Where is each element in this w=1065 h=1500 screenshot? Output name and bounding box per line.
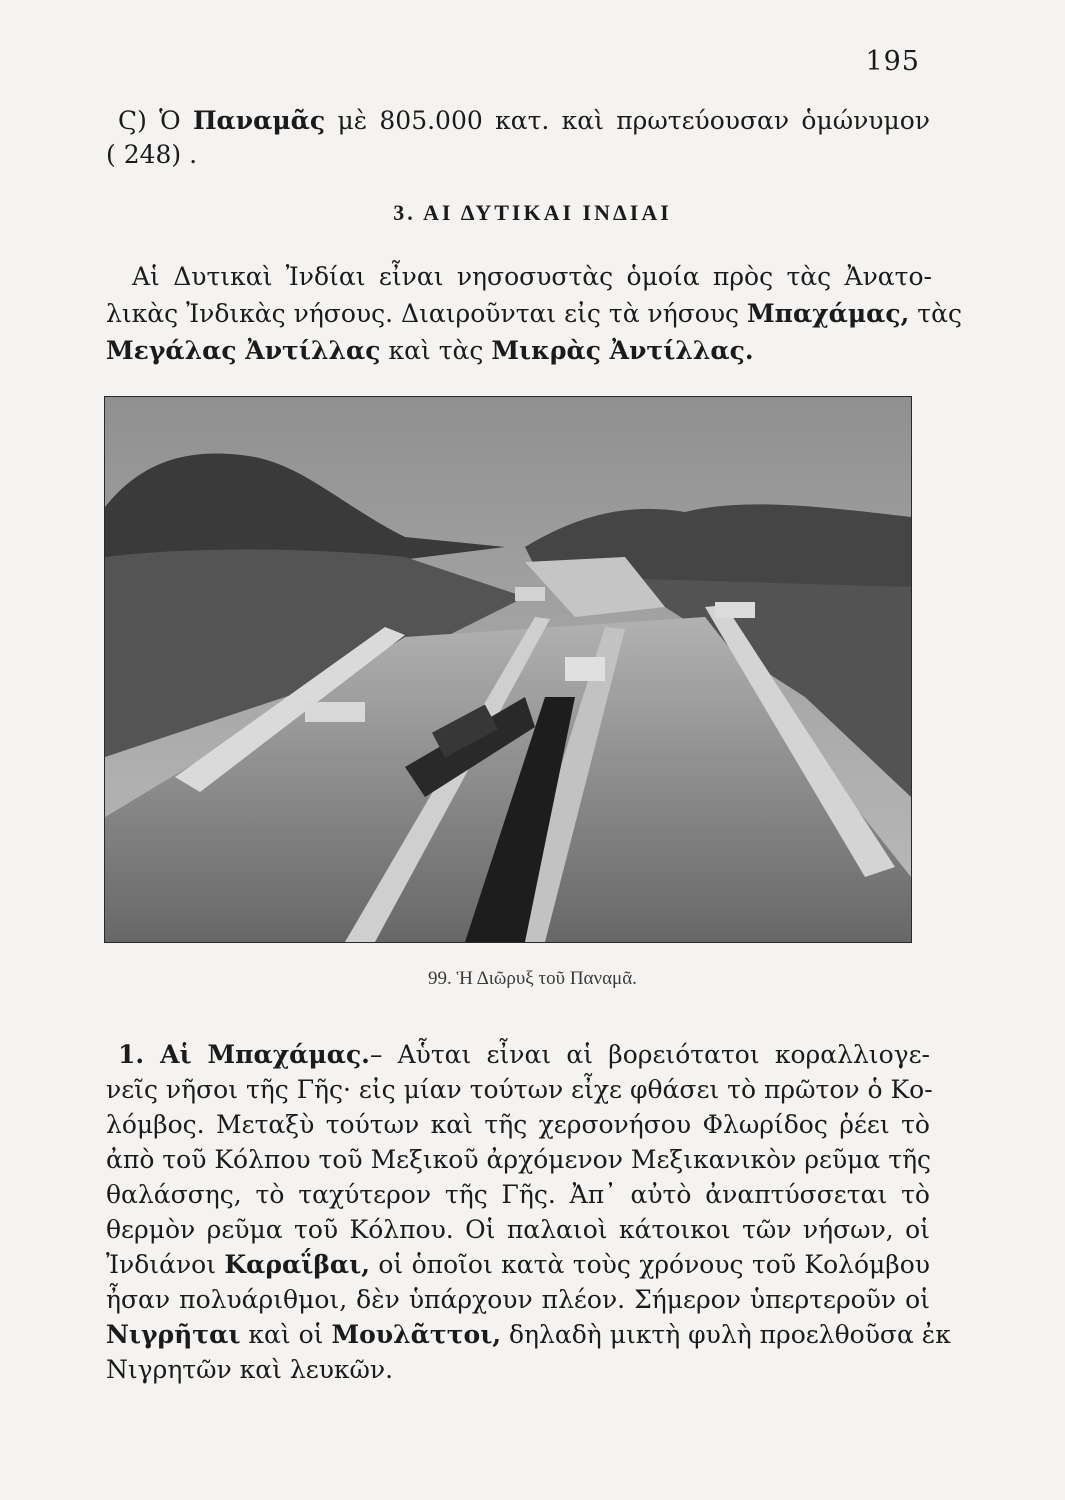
country-name: Παναμᾶς	[192, 106, 326, 135]
bold-term: Νιγρῆται	[106, 1320, 241, 1349]
paragraph1-line-3	[106, 336, 754, 366]
paragraph2-line-5: θαλάσσης, τὸ ταχύτερον τῆς Γῆς. Ἀπ᾽ αὐτὸ ἀναπτύσσεται τὸ	[106, 1180, 930, 1209]
text-span: καὶ τὰς	[380, 336, 492, 365]
paragraph2-line-10: Νιγρητῶν καὶ λευκῶν.	[106, 1355, 394, 1384]
section-heading: 3. ΑΙ ΔΥΤΙΚΑΙ ΙΝΔΙΑΙ	[393, 200, 672, 225]
bold-term: Καραΐβαι,	[224, 1250, 370, 1279]
bold-term: Μουλᾶττοι,	[331, 1320, 502, 1349]
text-span: δηλαδὴ μικτὴ φυλὴ προελθοῦσα ἐκ	[501, 1320, 951, 1349]
bold-term: Αἱ Μπαχάμας.	[160, 1040, 370, 1069]
paragraph1-line-1: Αἱ Δυτικαὶ Ἰνδίαι εἶναι νησοσυστὰς ὁμοία πρὸς τὰς Ἀνατο-	[132, 262, 932, 291]
bold-term: Μεγάλας Ἀντίλλας	[106, 336, 381, 365]
intro-line-1	[118, 106, 930, 136]
text-span: – Αὗται εἶναι αἱ βορειότατοι κοραλλιογε-	[369, 1040, 930, 1069]
intro-line-2: ( 248) .	[106, 140, 198, 169]
paragraph2-line-2: νεῖς νῆσοι τῆς Γῆς· εἰς μίαν τούτων εἶχε φθάσει τὸ πρῶτον ὁ Κο-	[106, 1075, 933, 1104]
bold-term: Μπαχάμας,	[746, 299, 910, 328]
text-span: οἱ ὁποῖοι κατὰ τοὺς χρόνους τοῦ Κολόμβου	[369, 1250, 930, 1279]
panama-canal-photo	[104, 396, 912, 943]
paragraph1-line-2	[106, 299, 962, 329]
text-span: λικὰς Ἰνδικὰς νήσους. Διαιροῦνται εἰς τὰ νήσους	[106, 299, 747, 328]
paragraph2-line-3: λόμβος. Μεταξὺ τούτων καὶ τῆς χερσονήσου Φλωρίδος ῥέει τὸ	[106, 1110, 930, 1139]
paragraph2-line-7	[106, 1250, 930, 1280]
text-span: Ἰνδιάνοι	[106, 1250, 225, 1279]
intro-text: μὲ 805.000 κατ. καὶ πρωτεύουσαν ὁμώνυμον	[325, 106, 930, 135]
paragraph2-line-1	[118, 1040, 930, 1070]
text-span: καὶ οἱ	[240, 1320, 332, 1349]
paragraph2-line-4: ἀπὸ τοῦ Κόλπου τοῦ Μεξικοῦ ἀρχόμενον Μεξικανικὸν ρεῦμα τῆς	[106, 1145, 932, 1174]
text-span: τὰς	[909, 299, 962, 328]
paragraph2-line-9	[106, 1320, 951, 1350]
paragraph2-line-6: θερμὸν ρεῦμα τοῦ Κόλπου. Οἱ παλαιοὶ κάτοικοι τῶν νήσων, οἱ	[106, 1215, 930, 1244]
page-number: 195	[865, 46, 920, 77]
bold-term: Μικρὰς Ἀντίλλας.	[491, 336, 754, 365]
figure-caption: 99. Ἡ Διῶρυξ τοῦ Παναμᾶ.	[428, 968, 637, 989]
paragraph2-line-8: ἦσαν πολυάριθμοι, δὲν ὑπάρχουν πλέον. Σήμερον ὑπερτεροῦν οἱ	[106, 1285, 930, 1314]
list-number: 1.	[118, 1040, 161, 1069]
list-marker: Ϛ) Ὁ	[118, 106, 193, 135]
